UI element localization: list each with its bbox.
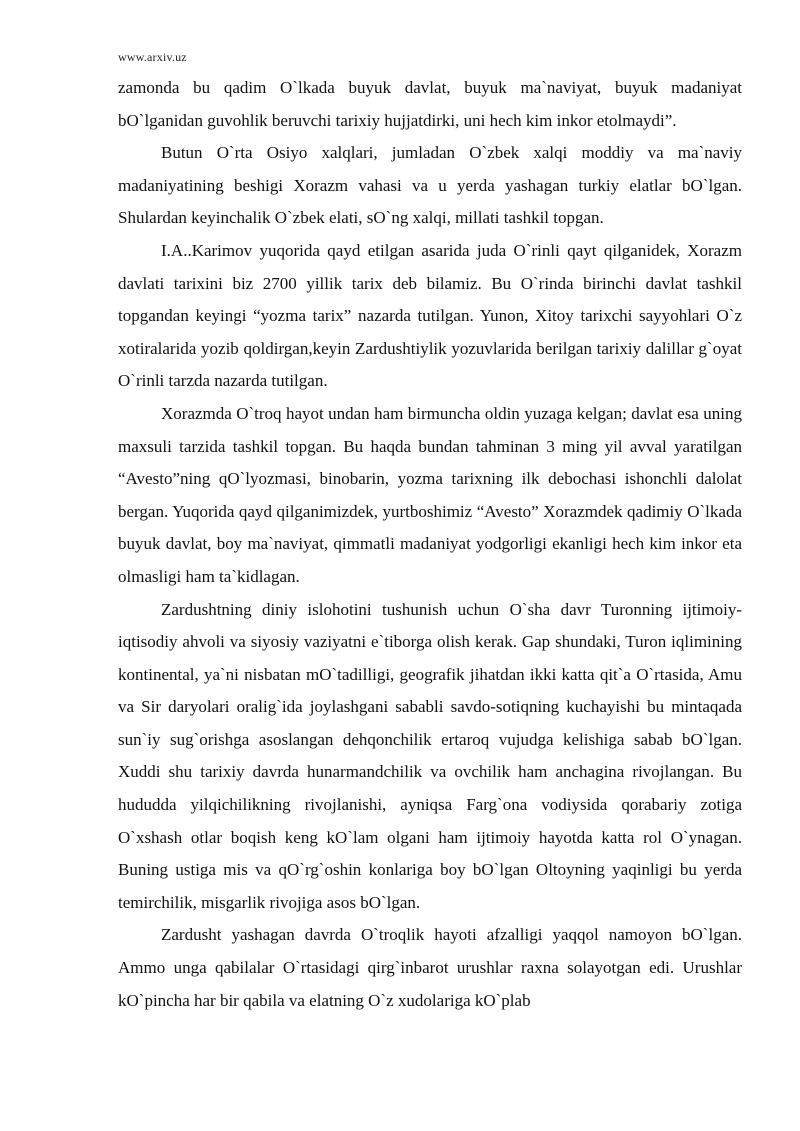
paragraph-2: Butun O`rta Osiyo xalqlari, jumladan O`zbek xalqi moddiy va ma`naviy madaniyatining beshigi Xorazm vahasi va u yerda yashagan turkiy elatlar bO`lgan. Shulardan keyinchalik O`zbek elati, sO`ng xalqi, millati tashkil topgan. [118, 143, 742, 228]
document-body [118, 72, 742, 1017]
paragraph-6: Zardusht yashagan davrda O`troqlik hayoti afzalligi yaqqol namoyon bO`lgan. Ammo unga qabilalar O`rtasidagi qirg`inbarot urushlar raxna solayotgan edi. Urushlar kO`pincha har bir qabila va elatning O`z xudolariga kO`plab [118, 925, 742, 1010]
paragraph-3: I.A..Karimov yuqorida qayd etilgan asarida juda O`rinli qayt qilganidek, Xorazm davlati tarixini biz 2700 yillik tarix deb bilamiz. Bu O`rinda birinchi davlat tashkil topgandan keyingi “yozma tarix” nazarda tutilgan. Yunon, Xitoy tarixchi sayyohlari O`z xotiralarida yozib qoldirgan,keyin Zardushtiylik yozuvlarida berilgan tarixiy dalillar g`oyat O`rinli tarzda nazarda tutilgan. [118, 240, 742, 391]
site-url-header[interactable]: www.arxiv.uz [118, 50, 187, 64]
paragraph-1: zamonda bu qadim O`lkada buyuk davlat, buyuk ma`naviyat, buyuk madaniyat bO`lganidan guvohlik beruvchi tarixiy hujjatdirki, uni hech kim inkor etolmaydi”. [118, 78, 742, 130]
paragraph-4: Xorazmda O`troq hayot undan ham birmuncha oldin yuzaga kelgan; davlat esa uning maxsuli tarzida tashkil topgan. Bu haqda bundan tahminan 3 ming yil avval yaratilgan “Avesto”ning qO`lyozmasi, binobarin, yozma tarixning ilk debochasi ishonchli dalolat bergan. Yuqorida qayd qilganimizdek, yurtboshimiz “Avesto” Xorazmdek qadimiy O`lkada buyuk davlat, boy ma`naviyat, qimmatli madaniyat yodgorligi ekanligi hech kim inkor eta olmasligi ham ta`kidlagan. [118, 403, 742, 586]
paragraph-5: Zardushtning diniy islohotini tushunish uchun O`sha davr Turonning ijtimoiy-iqtisodiy ahvoli va siyosiy vaziyatni e`tiborga olish kerak. Gap shundaki, Turon iqlimining kontinental, ya`ni nisbatan mO`tadilligi, geografik jihatdan ikki katta qit`a O`rtasida, Amu va Sir daryolari oralig`ida joylashgani sababli savdo-sotiqning kuchayishi bu mintaqada sun`iy sug`orishga asoslangan dehqonchilik ertaroq vujudga kelishiga sabab bO`lgan. Xuddi shu tarixiy davrda hunarmandchilik va ovchilik ham anchagina rivojlangan. Bu hududda yilqichilikning rivojlanishi, ayniqsa Farg`ona vodiysida qorabariy zotiga O`xshash otlar boqish keng kO`lam olgani ham ijtimoiy hayotda katta rol O`ynagan. Buning ustiga mis va qO`rg`oshin konlariga boy bO`lgan Oltoyning yaqinligi bu yerda temirchilik, misgarlik rivojiga asos bO`lgan. [118, 599, 742, 912]
